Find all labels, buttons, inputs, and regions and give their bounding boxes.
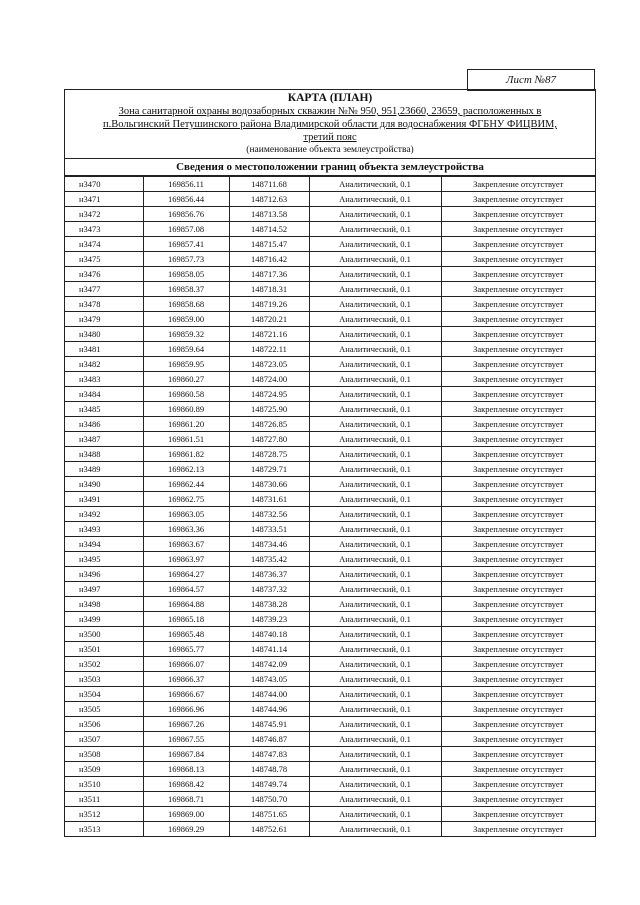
table-row	[65, 792, 595, 807]
section-title: Сведения о местоположении границ объекта землеустройства	[65, 159, 595, 176]
coord-x-cell: 169868.13	[143, 762, 229, 777]
object-name-caption: (наименование объекта землеустройства)	[246, 145, 414, 155]
method-accuracy-cell: Аналитический, 0.1	[309, 657, 441, 672]
coord-y-cell: 148712.63	[229, 192, 309, 207]
method-accuracy-cell: Аналитический, 0.1	[309, 732, 441, 747]
method-accuracy-cell: Аналитический, 0.1	[309, 597, 441, 612]
table-row	[65, 192, 595, 207]
fixation-status-cell: Закрепление отсутствует	[441, 237, 595, 252]
table-row	[65, 177, 595, 192]
fixation-status-cell: Закрепление отсутствует	[441, 222, 595, 237]
fixation-status-cell: Закрепление отсутствует	[441, 312, 595, 327]
coord-x-cell: 169862.75	[143, 492, 229, 507]
method-accuracy-cell: Аналитический, 0.1	[309, 642, 441, 657]
coord-x-cell: 169856.11	[143, 177, 229, 192]
fixation-status-cell: Закрепление отсутствует	[441, 762, 595, 777]
point-id-cell: н3498	[65, 597, 143, 612]
method-accuracy-cell: Аналитический, 0.1	[309, 327, 441, 342]
coord-y-cell: 148736.37	[229, 567, 309, 582]
method-accuracy-cell: Аналитический, 0.1	[309, 747, 441, 762]
coord-x-cell: 169868.42	[143, 777, 229, 792]
fixation-status-cell: Закрепление отсутствует	[441, 807, 595, 822]
coord-x-cell: 169859.64	[143, 342, 229, 357]
point-id-cell: н3509	[65, 762, 143, 777]
point-id-cell: н3487	[65, 432, 143, 447]
sheet-number: Лист №87	[467, 69, 595, 91]
coord-y-cell: 148749.74	[229, 777, 309, 792]
table-row	[65, 672, 595, 687]
coord-x-cell: 169856.44	[143, 192, 229, 207]
coord-y-cell: 148714.52	[229, 222, 309, 237]
method-accuracy-cell: Аналитический, 0.1	[309, 522, 441, 537]
coord-y-cell: 148748.78	[229, 762, 309, 777]
method-accuracy-cell: Аналитический, 0.1	[309, 507, 441, 522]
coord-y-cell: 148727.80	[229, 432, 309, 447]
coord-y-cell: 148730.66	[229, 477, 309, 492]
coordinates-table	[65, 176, 595, 836]
fixation-status-cell: Закрепление отсутствует	[441, 447, 595, 462]
point-id-cell: н3500	[65, 627, 143, 642]
coord-x-cell: 169866.07	[143, 657, 229, 672]
method-accuracy-cell: Аналитический, 0.1	[309, 612, 441, 627]
fixation-status-cell: Закрепление отсутствует	[441, 477, 595, 492]
coord-y-cell: 148739.23	[229, 612, 309, 627]
table-row	[65, 807, 595, 822]
coord-x-cell: 169858.05	[143, 267, 229, 282]
table-row	[65, 252, 595, 267]
point-id-cell: н3478	[65, 297, 143, 312]
fixation-status-cell: Закрепление отсутствует	[441, 702, 595, 717]
method-accuracy-cell: Аналитический, 0.1	[309, 342, 441, 357]
coord-y-cell: 148743.05	[229, 672, 309, 687]
fixation-status-cell: Закрепление отсутствует	[441, 657, 595, 672]
coord-x-cell: 169866.37	[143, 672, 229, 687]
fixation-status-cell: Закрепление отсутствует	[441, 507, 595, 522]
point-id-cell: н3502	[65, 657, 143, 672]
table-row	[65, 507, 595, 522]
object-name-line-2: п.Вольгинский Петушинского района Владимирской области для водоснабжения ФГБНУ ФИЦВИМ,	[103, 119, 557, 130]
method-accuracy-cell: Аналитический, 0.1	[309, 822, 441, 837]
table-row	[65, 762, 595, 777]
fixation-status-cell: Закрепление отсутствует	[441, 567, 595, 582]
coord-y-cell: 148724.00	[229, 372, 309, 387]
method-accuracy-cell: Аналитический, 0.1	[309, 807, 441, 822]
coord-x-cell: 169862.13	[143, 462, 229, 477]
fixation-status-cell: Закрепление отсутствует	[441, 282, 595, 297]
method-accuracy-cell: Аналитический, 0.1	[309, 792, 441, 807]
coord-y-cell: 148752.61	[229, 822, 309, 837]
point-id-cell: н3472	[65, 207, 143, 222]
fixation-status-cell: Закрепление отсутствует	[441, 492, 595, 507]
coord-x-cell: 169866.96	[143, 702, 229, 717]
fixation-status-cell: Закрепление отсутствует	[441, 717, 595, 732]
coord-x-cell: 169859.00	[143, 312, 229, 327]
table-row	[65, 342, 595, 357]
fixation-status-cell: Закрепление отсутствует	[441, 552, 595, 567]
point-id-cell: н3474	[65, 237, 143, 252]
method-accuracy-cell: Аналитический, 0.1	[309, 582, 441, 597]
fixation-status-cell: Закрепление отсутствует	[441, 582, 595, 597]
fixation-status-cell: Закрепление отсутствует	[441, 522, 595, 537]
coord-y-cell: 148729.71	[229, 462, 309, 477]
point-id-cell: н3494	[65, 537, 143, 552]
coord-x-cell: 169861.20	[143, 417, 229, 432]
method-accuracy-cell: Аналитический, 0.1	[309, 567, 441, 582]
coord-y-cell: 148726.85	[229, 417, 309, 432]
method-accuracy-cell: Аналитический, 0.1	[309, 312, 441, 327]
method-accuracy-cell: Аналитический, 0.1	[309, 207, 441, 222]
table-row	[65, 222, 595, 237]
document-title: КАРТА (ПЛАН)	[287, 92, 373, 104]
point-id-cell: н3486	[65, 417, 143, 432]
table-row	[65, 702, 595, 717]
fixation-status-cell: Закрепление отсутствует	[441, 252, 595, 267]
fixation-status-cell: Закрепление отсутствует	[441, 402, 595, 417]
fixation-status-cell: Закрепление отсутствует	[441, 192, 595, 207]
table-row	[65, 717, 595, 732]
point-id-cell: н3504	[65, 687, 143, 702]
method-accuracy-cell: Аналитический, 0.1	[309, 402, 441, 417]
coord-x-cell: 169857.73	[143, 252, 229, 267]
coord-x-cell: 169865.48	[143, 627, 229, 642]
table-row	[65, 327, 595, 342]
method-accuracy-cell: Аналитический, 0.1	[309, 297, 441, 312]
table-row	[65, 282, 595, 297]
point-id-cell: н3507	[65, 732, 143, 747]
point-id-cell: н3508	[65, 747, 143, 762]
point-id-cell: н3488	[65, 447, 143, 462]
table-row	[65, 537, 595, 552]
point-id-cell: н3470	[65, 177, 143, 192]
fixation-status-cell: Закрепление отсутствует	[441, 372, 595, 387]
point-id-cell: н3479	[65, 312, 143, 327]
coord-x-cell: 169863.67	[143, 537, 229, 552]
fixation-status-cell: Закрепление отсутствует	[441, 177, 595, 192]
coord-x-cell: 169859.95	[143, 357, 229, 372]
method-accuracy-cell: Аналитический, 0.1	[309, 627, 441, 642]
coord-x-cell: 169869.29	[143, 822, 229, 837]
coord-y-cell: 148721.16	[229, 327, 309, 342]
fixation-status-cell: Закрепление отсутствует	[441, 612, 595, 627]
point-id-cell: н3501	[65, 642, 143, 657]
table-row	[65, 432, 595, 447]
point-id-cell: н3481	[65, 342, 143, 357]
fixation-status-cell: Закрепление отсутствует	[441, 462, 595, 477]
coord-y-cell: 148716.42	[229, 252, 309, 267]
fixation-status-cell: Закрепление отсутствует	[441, 672, 595, 687]
table-row	[65, 612, 595, 627]
coord-x-cell: 169866.67	[143, 687, 229, 702]
table-row	[65, 387, 595, 402]
coord-y-cell: 148722.11	[229, 342, 309, 357]
method-accuracy-cell: Аналитический, 0.1	[309, 372, 441, 387]
coord-y-cell: 148740.18	[229, 627, 309, 642]
point-id-cell: н3471	[65, 192, 143, 207]
coord-x-cell: 169858.68	[143, 297, 229, 312]
method-accuracy-cell: Аналитический, 0.1	[309, 762, 441, 777]
method-accuracy-cell: Аналитический, 0.1	[309, 222, 441, 237]
table-row	[65, 462, 595, 477]
fixation-status-cell: Закрепление отсутствует	[441, 747, 595, 762]
coord-y-cell: 148732.56	[229, 507, 309, 522]
method-accuracy-cell: Аналитический, 0.1	[309, 672, 441, 687]
coord-x-cell: 169860.58	[143, 387, 229, 402]
method-accuracy-cell: Аналитический, 0.1	[309, 432, 441, 447]
coord-y-cell: 148723.05	[229, 357, 309, 372]
method-accuracy-cell: Аналитический, 0.1	[309, 462, 441, 477]
fixation-status-cell: Закрепление отсутствует	[441, 267, 595, 282]
table-row	[65, 492, 595, 507]
fixation-status-cell: Закрепление отсутствует	[441, 342, 595, 357]
table-row	[65, 657, 595, 672]
fixation-status-cell: Закрепление отсутствует	[441, 207, 595, 222]
method-accuracy-cell: Аналитический, 0.1	[309, 237, 441, 252]
coord-x-cell: 169867.55	[143, 732, 229, 747]
point-id-cell: н3503	[65, 672, 143, 687]
coord-x-cell: 169865.77	[143, 642, 229, 657]
coord-x-cell: 169863.05	[143, 507, 229, 522]
fixation-status-cell: Закрепление отсутствует	[441, 792, 595, 807]
fixation-status-cell: Закрепление отсутствует	[441, 327, 595, 342]
point-id-cell: н3480	[65, 327, 143, 342]
coord-x-cell: 169862.44	[143, 477, 229, 492]
coord-y-cell: 148745.91	[229, 717, 309, 732]
coord-y-cell: 148744.00	[229, 687, 309, 702]
method-accuracy-cell: Аналитический, 0.1	[309, 777, 441, 792]
coord-y-cell: 148713.58	[229, 207, 309, 222]
fixation-status-cell: Закрепление отсутствует	[441, 777, 595, 792]
method-accuracy-cell: Аналитический, 0.1	[309, 192, 441, 207]
point-id-cell: н3510	[65, 777, 143, 792]
point-id-cell: н3489	[65, 462, 143, 477]
coord-y-cell: 148750.70	[229, 792, 309, 807]
fixation-status-cell: Закрепление отсутствует	[441, 297, 595, 312]
point-id-cell: н3473	[65, 222, 143, 237]
coord-x-cell: 169861.51	[143, 432, 229, 447]
coord-y-cell: 148733.51	[229, 522, 309, 537]
point-id-cell: н3490	[65, 477, 143, 492]
point-id-cell: н3477	[65, 282, 143, 297]
point-id-cell: н3483	[65, 372, 143, 387]
table-row	[65, 522, 595, 537]
coord-x-cell: 169863.36	[143, 522, 229, 537]
method-accuracy-cell: Аналитический, 0.1	[309, 267, 441, 282]
method-accuracy-cell: Аналитический, 0.1	[309, 387, 441, 402]
fixation-status-cell: Закрепление отсутствует	[441, 597, 595, 612]
coord-y-cell: 148746.87	[229, 732, 309, 747]
fixation-status-cell: Закрепление отсутствует	[441, 642, 595, 657]
fixation-status-cell: Закрепление отсутствует	[441, 537, 595, 552]
coord-y-cell: 148734.46	[229, 537, 309, 552]
method-accuracy-cell: Аналитический, 0.1	[309, 177, 441, 192]
point-id-cell: н3499	[65, 612, 143, 627]
point-id-cell: н3505	[65, 702, 143, 717]
method-accuracy-cell: Аналитический, 0.1	[309, 552, 441, 567]
table-row	[65, 597, 595, 612]
coord-x-cell: 169864.57	[143, 582, 229, 597]
coord-x-cell: 169858.37	[143, 282, 229, 297]
coord-x-cell: 169869.00	[143, 807, 229, 822]
table-row	[65, 582, 595, 597]
document-frame	[64, 89, 596, 837]
coord-y-cell: 148719.26	[229, 297, 309, 312]
coord-x-cell: 169857.08	[143, 222, 229, 237]
table-row	[65, 687, 595, 702]
coord-y-cell: 148728.75	[229, 447, 309, 462]
coord-x-cell: 169864.27	[143, 567, 229, 582]
method-accuracy-cell: Аналитический, 0.1	[309, 702, 441, 717]
table-row	[65, 642, 595, 657]
coord-x-cell: 169860.27	[143, 372, 229, 387]
coord-y-cell: 148744.96	[229, 702, 309, 717]
point-id-cell: н3485	[65, 402, 143, 417]
coord-y-cell: 148751.65	[229, 807, 309, 822]
point-id-cell: н3496	[65, 567, 143, 582]
table-row	[65, 237, 595, 252]
table-row	[65, 297, 595, 312]
point-id-cell: н3475	[65, 252, 143, 267]
coord-y-cell: 148737.32	[229, 582, 309, 597]
coord-y-cell: 148717.36	[229, 267, 309, 282]
point-id-cell: н3493	[65, 522, 143, 537]
coord-y-cell: 148741.14	[229, 642, 309, 657]
method-accuracy-cell: Аналитический, 0.1	[309, 357, 441, 372]
table-row	[65, 417, 595, 432]
table-row	[65, 477, 595, 492]
table-row	[65, 447, 595, 462]
table-row	[65, 267, 595, 282]
coord-x-cell: 169861.82	[143, 447, 229, 462]
object-name-line-1: Зона санитарной охраны водозаборных скважин №№ 950, 951,23660, 23659, расположенных в	[118, 106, 542, 117]
coord-x-cell: 169865.18	[143, 612, 229, 627]
coord-x-cell: 169860.89	[143, 402, 229, 417]
point-id-cell: н3491	[65, 492, 143, 507]
coord-x-cell: 169867.26	[143, 717, 229, 732]
point-id-cell: н3492	[65, 507, 143, 522]
method-accuracy-cell: Аналитический, 0.1	[309, 492, 441, 507]
fixation-status-cell: Закрепление отсутствует	[441, 357, 595, 372]
coord-y-cell: 148715.47	[229, 237, 309, 252]
method-accuracy-cell: Аналитический, 0.1	[309, 687, 441, 702]
fixation-status-cell: Закрепление отсутствует	[441, 822, 595, 837]
table-row	[65, 357, 595, 372]
point-id-cell: н3495	[65, 552, 143, 567]
coord-y-cell: 148742.09	[229, 657, 309, 672]
method-accuracy-cell: Аналитический, 0.1	[309, 447, 441, 462]
method-accuracy-cell: Аналитический, 0.1	[309, 252, 441, 267]
method-accuracy-cell: Аналитический, 0.1	[309, 417, 441, 432]
point-id-cell: н3482	[65, 357, 143, 372]
table-row	[65, 747, 595, 762]
document-header	[65, 90, 595, 159]
fixation-status-cell: Закрепление отсутствует	[441, 687, 595, 702]
coord-x-cell: 169859.32	[143, 327, 229, 342]
table-row	[65, 777, 595, 792]
fixation-status-cell: Закрепление отсутствует	[441, 417, 595, 432]
point-id-cell: н3511	[65, 792, 143, 807]
point-id-cell: н3513	[65, 822, 143, 837]
coord-x-cell: 169863.97	[143, 552, 229, 567]
method-accuracy-cell: Аналитический, 0.1	[309, 477, 441, 492]
coord-x-cell: 169864.88	[143, 597, 229, 612]
table-row	[65, 567, 595, 582]
coord-x-cell: 169856.76	[143, 207, 229, 222]
fixation-status-cell: Закрепление отсутствует	[441, 627, 595, 642]
coord-y-cell: 148711.68	[229, 177, 309, 192]
coord-y-cell: 148724.95	[229, 387, 309, 402]
point-id-cell: н3506	[65, 717, 143, 732]
table-row	[65, 312, 595, 327]
table-row	[65, 732, 595, 747]
table-row	[65, 372, 595, 387]
point-id-cell: н3497	[65, 582, 143, 597]
coord-y-cell: 148725.90	[229, 402, 309, 417]
object-name-line-3: третий пояс	[303, 132, 357, 143]
fixation-status-cell: Закрепление отсутствует	[441, 732, 595, 747]
coord-y-cell: 148747.83	[229, 747, 309, 762]
point-id-cell: н3484	[65, 387, 143, 402]
table-row	[65, 402, 595, 417]
fixation-status-cell: Закрепление отсутствует	[441, 432, 595, 447]
point-id-cell: н3512	[65, 807, 143, 822]
table-row	[65, 207, 595, 222]
coord-y-cell: 148735.42	[229, 552, 309, 567]
coord-y-cell: 148731.61	[229, 492, 309, 507]
point-id-cell: н3476	[65, 267, 143, 282]
coord-y-cell: 148718.31	[229, 282, 309, 297]
method-accuracy-cell: Аналитический, 0.1	[309, 537, 441, 552]
table-row	[65, 822, 595, 837]
table-row	[65, 627, 595, 642]
fixation-status-cell: Закрепление отсутствует	[441, 387, 595, 402]
coord-y-cell: 148720.21	[229, 312, 309, 327]
coord-x-cell: 169857.41	[143, 237, 229, 252]
coord-y-cell: 148738.28	[229, 597, 309, 612]
coordinates-table-body	[65, 177, 595, 837]
table-row	[65, 552, 595, 567]
method-accuracy-cell: Аналитический, 0.1	[309, 717, 441, 732]
method-accuracy-cell: Аналитический, 0.1	[309, 282, 441, 297]
coord-x-cell: 169868.71	[143, 792, 229, 807]
coord-x-cell: 169867.84	[143, 747, 229, 762]
